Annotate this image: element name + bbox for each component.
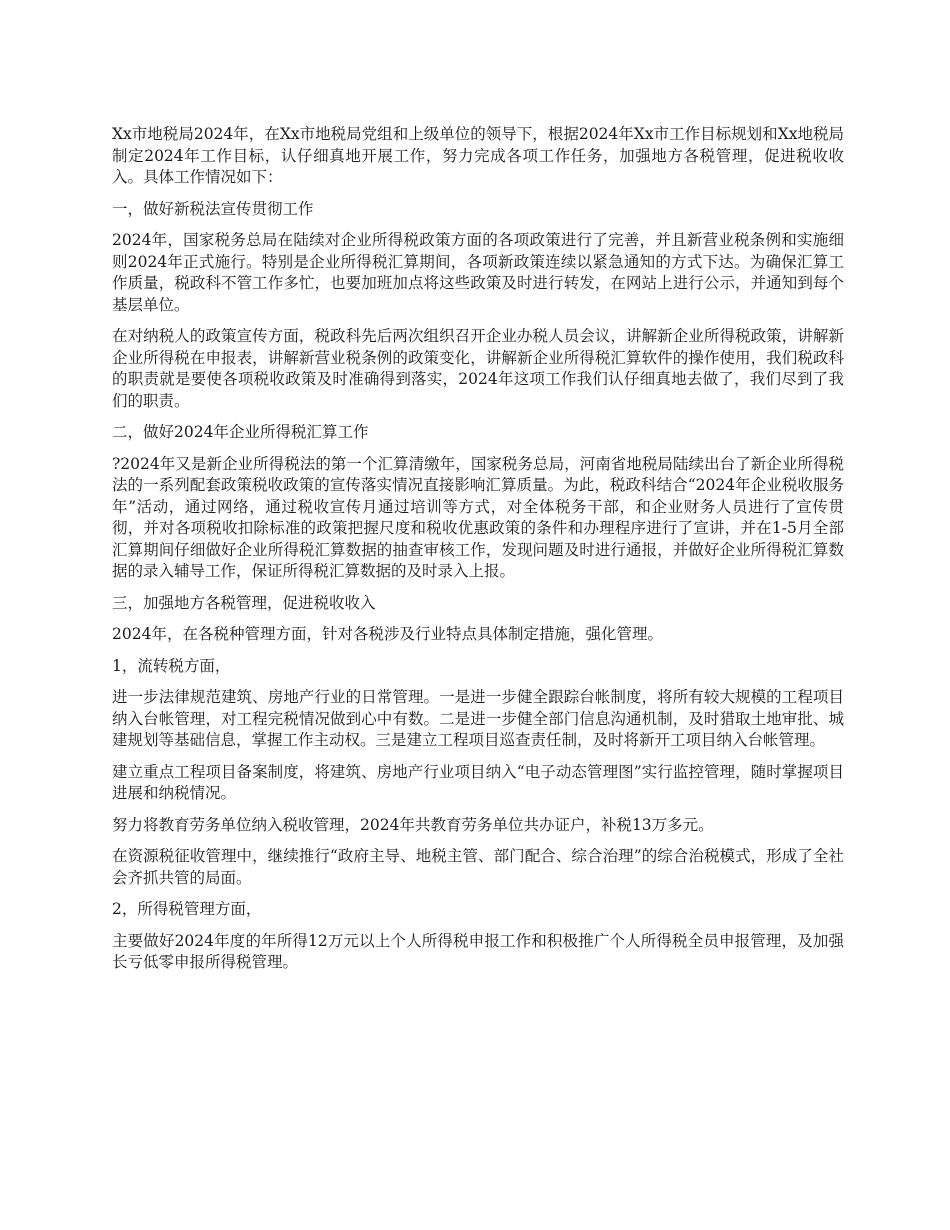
- paragraph: 建立重点工程项目备案制度，将建筑、房地产行业项目纳入“电子动态管理图”实行监控管理，随时掌握项目进展和纳税情况。: [112, 762, 844, 802]
- paragraph: 在资源税征收管理中，继续推行“政府主导、地税主管、部门配合、综合治理”的综合治税模式，形成了全社会齐抓共管的局面。: [112, 847, 844, 887]
- intro-paragraph: Xx市地税局2024年，在Xx市地税局党组和上级单位的领导下，根据2024年Xx市工作目标规划和Xx地税局制定2024年工作目标，认仔细真地开展工作，努力完成各项工作任务，加强地方各税管理，促进税收收入。具体工作情况如下：: [112, 125, 844, 186]
- subsection-heading-2: 2，所得税管理方面，: [112, 900, 262, 918]
- paragraph: ?2024年又是新企业所得税法的第一个汇算清缴年，国家税务总局，河南省地税局陆续出台了新企业所得税法的一系列配套政策税收政策的宣传落实情况直接影响汇算质量。为此，税政科结合“2024年企业税收服务年”活动，通过网络，通过税收宣传月通过培训等方式，对全体税务干部，和企业财务人员进行了宣传贯彻，并对各项税收扣除标准的政策把握尺度和税收优惠政策的条件和办理程序进行了宣讲，并在1-5月全部汇算期间仔细做好企业所得税汇算数据的抽查审核工作，发现问题及时进行通报，并做好企业所得税汇算数据的录入辅导工作，保证所得税汇算数据的及时录入上报。: [112, 454, 844, 580]
- paragraph: 努力将教育劳务单位纳入税收管理，2024年共教育劳务单位共办证户，补税13万多元。: [112, 815, 714, 834]
- paragraph: 2024年，国家税务总局在陆续对企业所得税政策方面的各项政策进行了完善，并且新营业税条例和实施细则2024年正式施行。特别是企业所得税汇算期间，各项新政策连续以紧急通知的方式下达。为确保汇算工作质量，税政科不管工作多忙，也要加班加点将这些政策及时进行转发，在网站上进行公示，并通知到每个基层单位。: [112, 231, 844, 314]
- section-heading-2: 二，做好2024年企业所得税汇算工作: [112, 423, 369, 441]
- paragraph: 在对纳税人的政策宣传方面，税政科先后两次组织召开企业办税人员会议，讲解新企业所得税政策，讲解新企业所得税在申报表，讲解新营业税条例的政策变化，讲解新企业所得税汇算软件的操作使用，我们税政科的职责就是要使各项税收政策及时准确得到落实，2024年这项工作我们认仔细真地去做了，我们尽到了我们的职责。: [112, 327, 844, 410]
- section-heading-1: 一，做好新税法宣传贯彻工作: [112, 199, 314, 218]
- paragraph: 主要做好2024年度的年所得12万元以上个人所得税申报工作和积极推广个人所得税全员申报管理，及加强长亏低零申报所得税管理。: [112, 931, 844, 971]
- paragraph: 进一步法律规范建筑、房地产行业的日常管理。一是进一步健全跟踪台帐制度，将所有较大规模的工程项目纳入台帐管理，对工程完税情况做到心中有数。二是进一步健全部门信息沟通机制，及时猎取土地审批、城建规划等基础信息，掌握工作主动权。三是建立工程项目巡查责任制，及时将新开工项目纳入台帐管理。: [112, 688, 844, 749]
- paragraph: 2024年，在各税种管理方面，针对各税涉及行业特点具体制定措施，强化管理。: [112, 625, 663, 643]
- subsection-heading-1: 1，流转税方面，: [112, 656, 231, 675]
- section-heading-3: 三，加强地方各税管理，促进税收收入: [112, 593, 376, 612]
- document-body: [112, 124, 844, 984]
